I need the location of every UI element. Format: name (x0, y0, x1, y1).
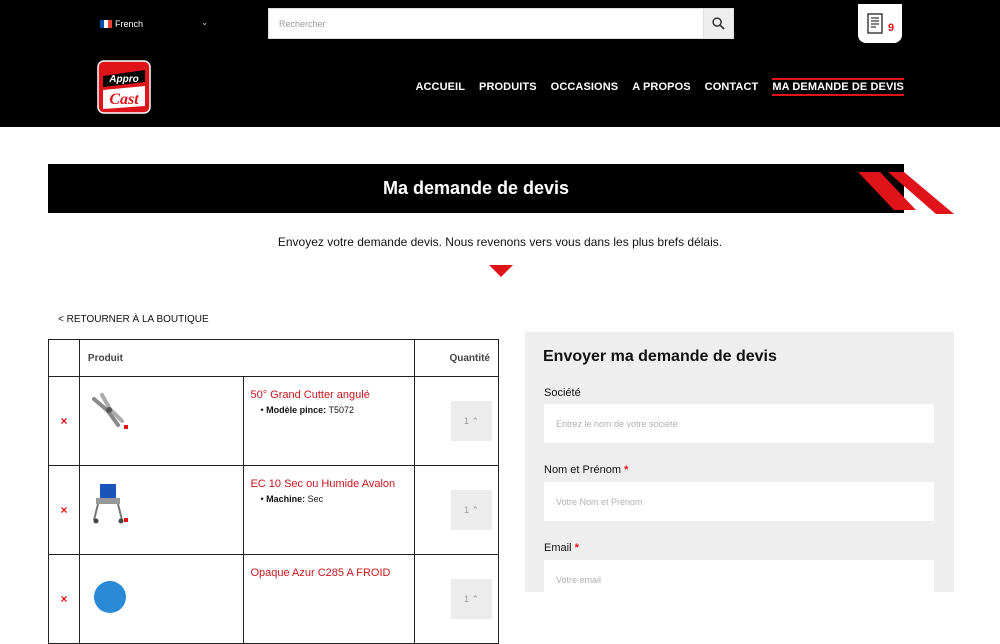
table-row (49, 377, 499, 466)
page-subtitle: Envoyez votre demande devis. Nous revenons vers vous dans les plus brefs délais. (277, 235, 723, 249)
site-header (0, 0, 1000, 127)
search-input[interactable] (269, 9, 703, 38)
decorative-stripes (858, 170, 958, 214)
search-icon (712, 17, 725, 30)
french-flag-icon (100, 20, 112, 28)
societe-label: Société (544, 387, 581, 399)
svg-text:Appro: Appro (109, 74, 139, 85)
main-nav (415, 78, 904, 96)
email-field[interactable] (544, 560, 934, 599)
approcast-logo[interactable] (97, 60, 151, 114)
product-name-link[interactable]: Opaque Azur C285 A FROID (250, 567, 391, 579)
societe-field[interactable] (544, 404, 934, 443)
quote-request-form (525, 332, 954, 592)
nom-prenom-label: Nom et Prénom * (544, 464, 629, 476)
table-row (49, 466, 499, 555)
back-to-shop-link[interactable]: < RETOURNER À LA BOUTIQUE (58, 314, 209, 325)
header-remove (49, 340, 80, 377)
quantity-stepper[interactable]: 1 ⌃ (451, 490, 492, 530)
language-selector[interactable] (100, 17, 210, 31)
product-thumbnail[interactable] (88, 389, 132, 437)
nav-produits[interactable]: PRODUITS (479, 81, 537, 93)
search-bar (268, 8, 734, 39)
remove-item-button[interactable]: × (49, 555, 80, 644)
product-name-link[interactable]: EC 10 Sec ou Humide Avalon (250, 478, 396, 490)
nav-occasions[interactable]: OCCASIONS (550, 81, 619, 93)
product-attribute: • Modèle pince: T5072 (260, 405, 354, 415)
table-row (49, 555, 499, 644)
product-name-link[interactable]: 50° Grand Cutter angulé (250, 389, 370, 401)
quantity-stepper[interactable]: 1 ⌃ (451, 579, 492, 619)
nav-a-propos[interactable]: A PROPOS (632, 81, 691, 93)
search-button[interactable] (703, 9, 733, 38)
remove-item-button[interactable]: × (49, 466, 80, 555)
svg-text:Cast: Cast (109, 91, 139, 108)
arrow-down-icon (489, 265, 513, 277)
nav-contact[interactable]: CONTACT (704, 81, 759, 93)
nom-prenom-field[interactable] (544, 482, 934, 521)
language-label: French (115, 19, 144, 29)
nav-ma-demande-de-devis[interactable]: MA DEMANDE DE DEVIS (772, 78, 904, 96)
quote-cart-button[interactable] (858, 4, 902, 43)
quote-items-table (48, 339, 499, 644)
product-thumbnail[interactable] (88, 567, 132, 615)
page-banner (48, 164, 904, 213)
product-attribute: • Machine: Sec (260, 494, 324, 504)
chevron-down-icon: ⌄ (201, 18, 208, 27)
quantity-stepper[interactable]: 1 ⌃ (451, 401, 492, 441)
form-title: Envoyer ma demande de devis (543, 348, 777, 365)
quote-list-icon (866, 12, 886, 36)
product-thumbnail[interactable] (88, 478, 132, 526)
page-title: Ma demande de devis (382, 178, 570, 198)
remove-item-button[interactable]: × (49, 377, 80, 466)
nav-accueil[interactable]: ACCUEIL (415, 81, 466, 93)
table-header-row (49, 340, 499, 377)
quote-count-badge: 9 (887, 21, 895, 34)
email-label: Email * (544, 542, 579, 554)
header-product: Produit (79, 340, 414, 377)
header-quantity: Quantité (415, 340, 499, 377)
